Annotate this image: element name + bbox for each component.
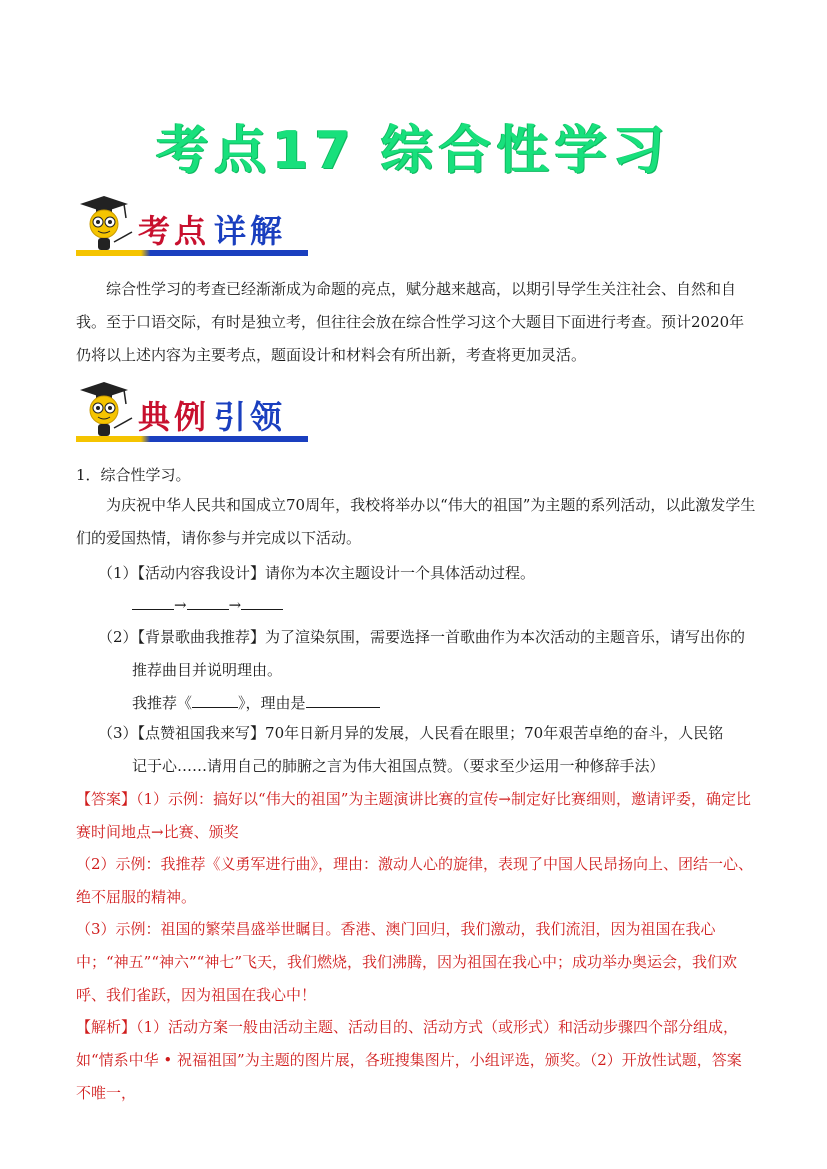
sub-question-3: （3）【点赞祖国我来写】70年日新月异的发展，人民看在眼里；70年艰苦卓绝的奋斗，人民铭记于心……请用自己的肺腑之言为伟大祖国点赞。（要求至少运用一种修辞手法） — [98, 724, 724, 775]
answer-1: 【答案】（1）示例：搞好以“伟大的祖国”为主题演讲比赛的宣传→制定好比赛细则，邀请评委，确定比赛时间地点→比赛、颁奖 — [76, 790, 751, 841]
blank-line[interactable] — [241, 593, 283, 610]
blank-line[interactable] — [192, 691, 238, 708]
banner-label-part2: 详解 — [214, 212, 287, 250]
graduate-mascot-icon — [76, 194, 138, 256]
banner-underline — [76, 250, 308, 256]
q2-answer-line: 我推荐《 》，理由是 — [132, 687, 532, 720]
blank-line[interactable] — [306, 691, 380, 708]
blank-line[interactable] — [187, 593, 229, 610]
section-banner-key-points — [76, 194, 308, 258]
analysis: 【解析】（1）活动方案一般由活动主题、活动目的、活动方式（或形式）和活动步骤四个部分组成，如“情系中华 • 祝福祖国”为主题的图片展，各班搜集图片，小组评选，颁奖。（2）开放性试题，答案不唯一， — [76, 1018, 742, 1102]
question-number: 1．综合性学习。 — [76, 466, 191, 484]
banner-underline — [76, 436, 308, 442]
answer-2: （2）示例：我推荐《义勇军进行曲》，理由：激动人心的旋律，表现了中国人民昂扬向上、团结一心、绝不屈服的精神。 — [76, 855, 754, 906]
banner-label-part1: 考点 — [138, 212, 211, 250]
intro-paragraph: 综合性学习的考查已经渐渐成为命题的亮点，赋分越来越高，以期引导学生关注社会、自然和自我。至于口语交际，有时是独立考，但往往会放在综合性学习这个大题目下面进行考查。预计2020年仍将以上述内容为主要考点，题面设计和材料会有所出新，考查将更加灵活。 — [76, 280, 745, 364]
q1-answer-blanks: → → — [132, 589, 432, 622]
question-stem: 为庆祝中华人民共和国成立70周年，我校将举办以“伟大的祖国”为主题的系列活动，以此激发学生们的爱国热情，请你参与并完成以下活动。 — [76, 496, 756, 547]
sub-question-1: （1）【活动内容我设计】请你为本次主题设计一个具体活动过程。 — [98, 564, 536, 582]
answer-3: （3）示例：祖国的繁荣昌盛举世瞩目。香港、澳门回归，我们激动，我们流泪，因为祖国在我心中；“神五”“神六”“神七”飞天，我们燃烧，我们沸腾，因为祖国在我心中；成功举办奥运会，我们欢呼、我们雀跃，因为祖国在我心中！ — [76, 920, 738, 1004]
page-title: 考点17 综合性学习 — [156, 121, 671, 181]
sub-question-2: （2）【背景歌曲我推荐】为了渲染氛围，需要选择一首歌曲作为本次活动的主题音乐，请写出你的推荐曲目并说明理由。 — [98, 628, 746, 679]
blank-line[interactable] — [132, 593, 174, 610]
banner-label-part1: 典例 — [138, 398, 211, 436]
section-banner-examples — [76, 380, 308, 444]
graduate-mascot-icon — [76, 380, 138, 442]
banner-label-part2: 引领 — [214, 398, 287, 436]
